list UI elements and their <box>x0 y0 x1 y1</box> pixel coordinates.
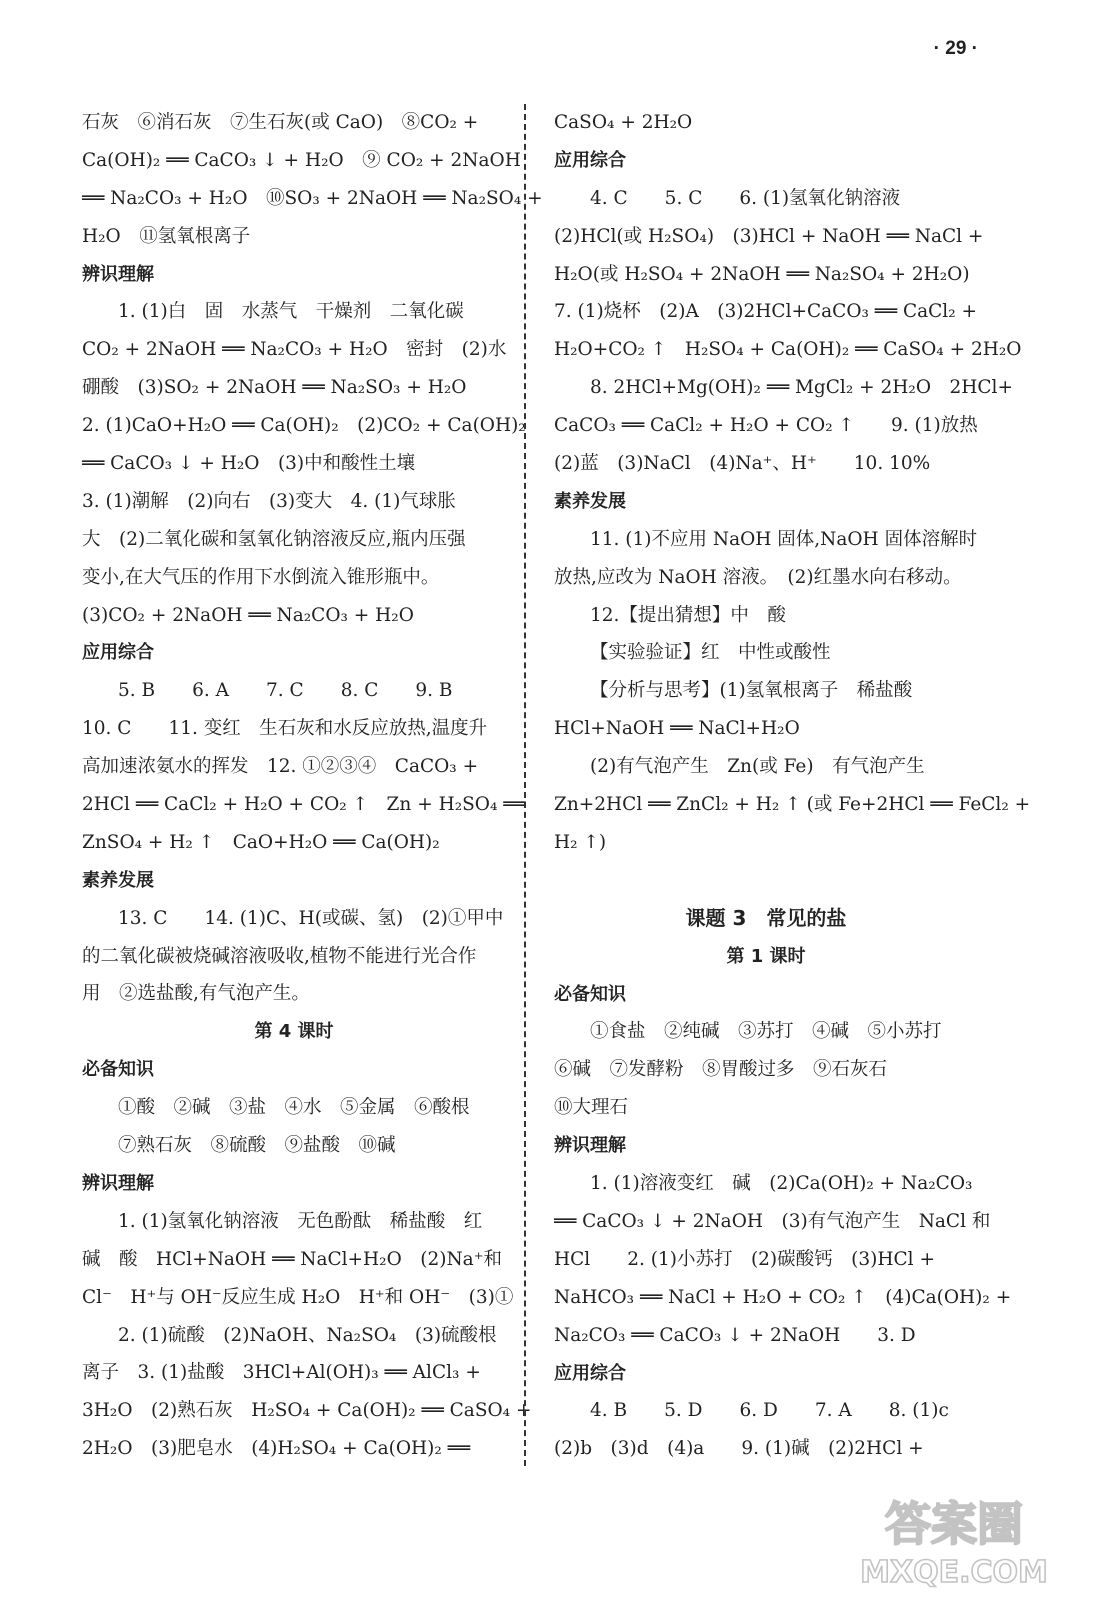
answer-line: CaSO₄ + 2H₂O <box>554 112 693 133</box>
answer-line: 离子 3. (1)盐酸 3HCl+Al(OH)₃ ══ AlCl₃ + <box>82 1362 481 1384</box>
answer-line: 用 ②选盐酸,有气泡产生。 <box>82 983 310 1005</box>
answer-line: 3H₂O (2)熟石灰 H₂SO₄ + Ca(OH)₂ ══ CaSO₄ + <box>82 1400 532 1422</box>
answer-line: 2H₂O (3)肥皂水 (4)H₂SO₄ + Ca(OH)₂ ══ <box>82 1438 470 1460</box>
spacer <box>554 862 978 900</box>
answer-line: ZnSO₄ + H₂ ↑ CaO+H₂O ══ Ca(OH)₂ <box>82 831 440 853</box>
answer-line: 石灰 ⑥消石灰 ⑦生石灰(或 CaO) ⑧CO₂ + <box>82 112 479 133</box>
answer-line: H₂O(或 H₂SO₄ + 2NaOH ══ Na₂SO₄ + 2H₂O) <box>554 263 970 285</box>
section-heading: 应用综合 <box>82 642 154 664</box>
page-number: · 29 · <box>933 38 978 59</box>
answer-line: 4. C 5. C 6. (1)氢氧化钠溶液 <box>590 187 901 209</box>
answer-line: 2HCl ══ CaCl₂ + H₂O + CO₂ ↑ Zn + H₂SO₄ ══ <box>82 794 526 816</box>
left-column <box>82 104 543 1468</box>
section-heading: 素养发展 <box>82 869 154 891</box>
answer-line: ⑩大理石 <box>554 1097 629 1119</box>
answer-line: (3)CO₂ + 2NaOH ══ Na₂CO₃ + H₂O <box>82 604 414 626</box>
answer-line: 13. C 14. (1)C、H(或碳、氢) (2)①甲中 <box>118 907 504 929</box>
section-heading: 必备知识 <box>82 1059 154 1081</box>
answer-line: ══ Na₂CO₃ + H₂O ⑩SO₃ + 2NaOH ══ Na₂SO₄ + <box>82 187 543 209</box>
answer-line: 变小,在大气压的作用下水倒流入锥形瓶中。 <box>82 566 440 588</box>
answer-line: 硼酸 (3)SO₂ + 2NaOH ══ Na₂SO₃ + H₂O <box>82 377 467 399</box>
answer-line: 【分析与思考】(1)氢氧根离子 稀盐酸 <box>590 680 913 702</box>
lesson-heading: 第 4 课时 <box>254 1021 334 1043</box>
answer-line: ══ CaCO₃ ↓ + H₂O (3)中和酸性土壤 <box>82 453 416 475</box>
answer-line: ①酸 ②碱 ③盐 ④水 ⑤金属 ⑥酸根 <box>118 1097 470 1119</box>
answer-line: 【实验验证】红 中性或酸性 <box>590 642 831 664</box>
answer-line: ①食盐 ②纯碱 ③苏打 ④碱 ⑤小苏打 <box>590 1021 942 1043</box>
answer-line: 2. (1)CaO+H₂O ══ Ca(OH)₂ (2)CO₂ + Ca(OH)₂ <box>82 415 526 437</box>
topic-heading: 课题 3 常见的盐 <box>685 905 847 930</box>
answer-line: 2. (1)硫酸 (2)NaOH、Na₂SO₄ (3)硫酸根 <box>118 1324 497 1346</box>
answer-line: (2)HCl(或 H₂SO₄) (3)HCl + NaOH ══ NaCl + <box>554 225 984 247</box>
answer-line: (2)有气泡产生 Zn(或 Fe) 有气泡产生 <box>590 756 925 778</box>
answer-line: 10. C 11. 变红 生石灰和水反应放热,温度升 <box>82 718 488 740</box>
answer-line: H₂ ↑) <box>554 831 607 853</box>
answer-line: 12.【提出猜想】中 酸 <box>590 604 786 626</box>
answer-line: H₂O+CO₂ ↑ H₂SO₄ + Ca(OH)₂ ══ CaSO₄ + 2H₂O <box>554 339 1022 361</box>
section-heading: 辨识理解 <box>82 263 154 285</box>
watermark-text-top: 答案圈 <box>885 1497 1023 1551</box>
answer-line: 5. B 6. A 7. C 8. C 9. B <box>118 680 453 702</box>
answer-line: ══ CaCO₃ ↓ + 2NaOH (3)有气泡产生 NaCl 和 <box>554 1210 991 1232</box>
section-heading: 必备知识 <box>554 983 626 1005</box>
answer-line: H₂O ⑪氢氧根离子 <box>82 225 251 247</box>
right-column <box>554 104 1031 1468</box>
answer-line: 高加速浓氨水的挥发 12. ①②③④ CaCO₃ + <box>82 756 479 778</box>
answer-line: NaHCO₃ ══ NaCl + H₂O + CO₂ ↑ (4)Ca(OH)₂ + <box>554 1286 1012 1308</box>
watermark-text-bottom: MXQE.COM <box>860 1555 1048 1590</box>
watermark-logo <box>834 1482 1074 1592</box>
answer-line: Na₂CO₃ ══ CaCO₃ ↓ + 2NaOH 3. D <box>554 1324 916 1346</box>
answer-line: 11. (1)不应用 NaOH 固体,NaOH 固体溶解时 <box>590 528 978 550</box>
answer-line: 8. 2HCl+Mg(OH)₂ ══ MgCl₂ + 2H₂O 2HCl+ <box>590 377 1013 399</box>
section-heading: 辨识理解 <box>82 1172 154 1194</box>
answer-line: ⑥碱 ⑦发酵粉 ⑧胃酸过多 ⑨石灰石 <box>554 1059 888 1081</box>
section-heading: 应用综合 <box>554 149 626 171</box>
answer-line: 放热,应改为 NaOH 溶液。 (2)红墨水向右移动。 <box>554 566 962 588</box>
answer-line: CO₂ + 2NaOH ══ Na₂CO₃ + H₂O 密封 (2)水 <box>82 339 507 361</box>
section-heading: 素养发展 <box>554 490 626 512</box>
answer-line: 4. B 5. D 6. D 7. A 8. (1)c <box>590 1400 949 1422</box>
answer-line: HCl+NaOH ══ NaCl+H₂O <box>554 718 800 740</box>
section-heading: 应用综合 <box>554 1362 626 1384</box>
column-divider <box>524 104 526 1466</box>
answer-line: ⑦熟石灰 ⑧硫酸 ⑨盐酸 ⑩碱 <box>118 1135 396 1157</box>
answer-line: 碱 酸 HCl+NaOH ══ NaCl+H₂O (2)Na⁺和 <box>82 1248 502 1270</box>
answer-line: 1. (1)白 固 水蒸气 干燥剂 二氧化碳 <box>118 301 464 323</box>
lesson-heading: 第 1 课时 <box>726 945 806 967</box>
answer-line: 3. (1)潮解 (2)向右 (3)变大 4. (1)气球胀 <box>82 490 456 512</box>
section-heading: 辨识理解 <box>554 1135 626 1157</box>
answer-line: 1. (1)溶液变红 碱 (2)Ca(OH)₂ + Na₂CO₃ <box>590 1173 973 1195</box>
answer-line: 1. (1)氢氧化钠溶液 无色酚酞 稀盐酸 红 <box>118 1210 483 1232</box>
answer-line: HCl 2. (1)小苏打 (2)碳酸钙 (3)HCl + <box>554 1248 935 1270</box>
answer-line: Ca(OH)₂ ══ CaCO₃ ↓ + H₂O ⑨ CO₂ + 2NaOH <box>82 149 521 171</box>
answer-line: 大 (2)二氧化碳和氢氧化钠溶液反应,瓶内压强 <box>82 528 466 550</box>
answer-line: (2)b (3)d (4)a 9. (1)碱 (2)2HCl + <box>554 1438 924 1460</box>
answer-line: 7. (1)烧杯 (2)A (3)2HCl+CaCO₃ ══ CaCl₂ + <box>554 301 977 323</box>
answer-line: 的二氧化碳被烧碱溶液吸收,植物不能进行光合作 <box>82 945 477 967</box>
answer-line: (2)蓝 (3)NaCl (4)Na⁺、H⁺ 10. 10% <box>554 453 931 475</box>
answer-line: Cl⁻ H⁺与 OH⁻反应生成 H₂O H⁺和 OH⁻ (3)① <box>82 1286 514 1308</box>
answer-line: Zn+2HCl ══ ZnCl₂ + H₂ ↑ (或 Fe+2HCl ══ FeCl₂ + <box>554 794 1031 816</box>
answer-line: CaCO₃ ══ CaCl₂ + H₂O + CO₂ ↑ 9. (1)放热 <box>554 415 978 437</box>
